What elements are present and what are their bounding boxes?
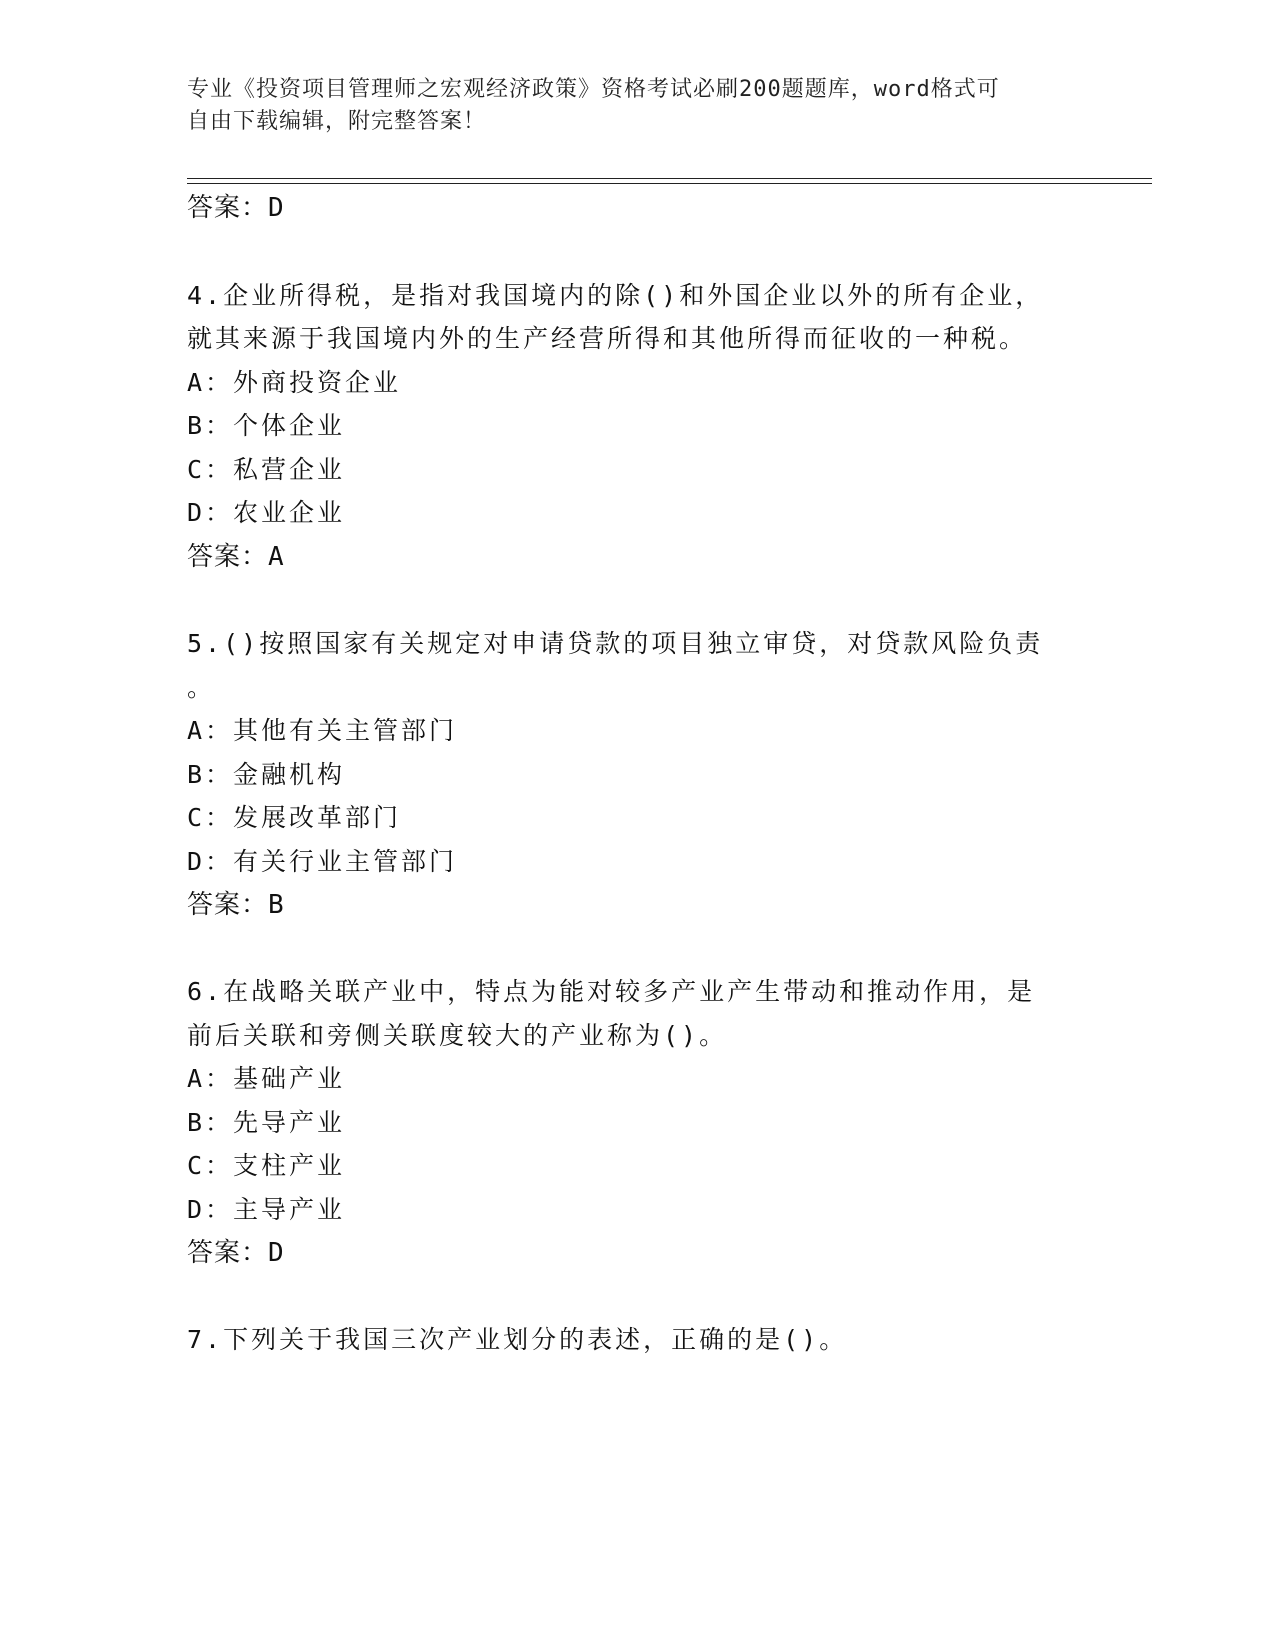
question-5-option-b: B：金融机构: [187, 760, 346, 789]
question-4-option-b: B：个体企业: [187, 411, 346, 440]
header-line-1: 专业《投资项目管理师之宏观经济政策》资格考试必刷200题题库，word格式可: [187, 77, 1000, 102]
question-6-option-a: A：基础产业: [187, 1064, 346, 1093]
answer-value: D: [268, 1238, 285, 1268]
document-header: [187, 74, 1067, 138]
header-divider-bottom: [187, 183, 1152, 184]
answer-3: [187, 192, 285, 224]
answer-label: 答案：: [187, 1238, 269, 1268]
question-5-option-a: A：其他有关主管部门: [187, 716, 458, 745]
question-4-line-1: 4.企业所得税，是指对我国境内的除()和外国企业以外的所有企业，: [187, 281, 1044, 310]
question-5-line-2: 。: [187, 673, 216, 702]
question-6-line-1: 6.在战略关联产业中，特点为能对较多产业产生带动和推动作用，是: [187, 977, 1036, 1006]
question-5-option-d: D：有关行业主管部门: [187, 847, 458, 876]
question-6-option-b: B：先导产业: [187, 1108, 346, 1137]
question-5-option-c: C：发展改革部门: [187, 803, 402, 832]
answer-6: [187, 1237, 285, 1269]
question-4-option-c: C：私营企业: [187, 455, 346, 484]
header-line-2: 自由下载编辑，附完整答案！: [187, 109, 487, 134]
question-6-option-c: C：支柱产业: [187, 1151, 346, 1180]
answer-4: [187, 541, 285, 573]
question-7-line-1: 7.下列关于我国三次产业划分的表述，正确的是()。: [187, 1325, 848, 1354]
answer-value: D: [268, 193, 285, 223]
question-6-line-2: 前后关联和旁侧关联度较大的产业称为()。: [187, 1021, 728, 1050]
header-divider-top: [187, 178, 1152, 179]
answer-value: B: [268, 890, 285, 920]
question-4-option-a: A：外商投资企业: [187, 368, 402, 397]
question-5-line-1: 5.()按照国家有关规定对申请贷款的项目独立审贷，对贷款风险负责: [187, 629, 1044, 658]
question-4-line-2: 就其来源于我国境内外的生产经营所得和其他所得而征收的一种税。: [187, 324, 1028, 353]
answer-value: A: [268, 542, 285, 572]
answer-label: 答案：: [187, 542, 269, 572]
question-6-option-d: D：主导产业: [187, 1195, 346, 1224]
answer-5: [187, 889, 285, 921]
question-4-option-d: D：农业企业: [187, 498, 346, 527]
answer-label: 答案：: [187, 193, 269, 223]
answer-label: 答案：: [187, 890, 269, 920]
